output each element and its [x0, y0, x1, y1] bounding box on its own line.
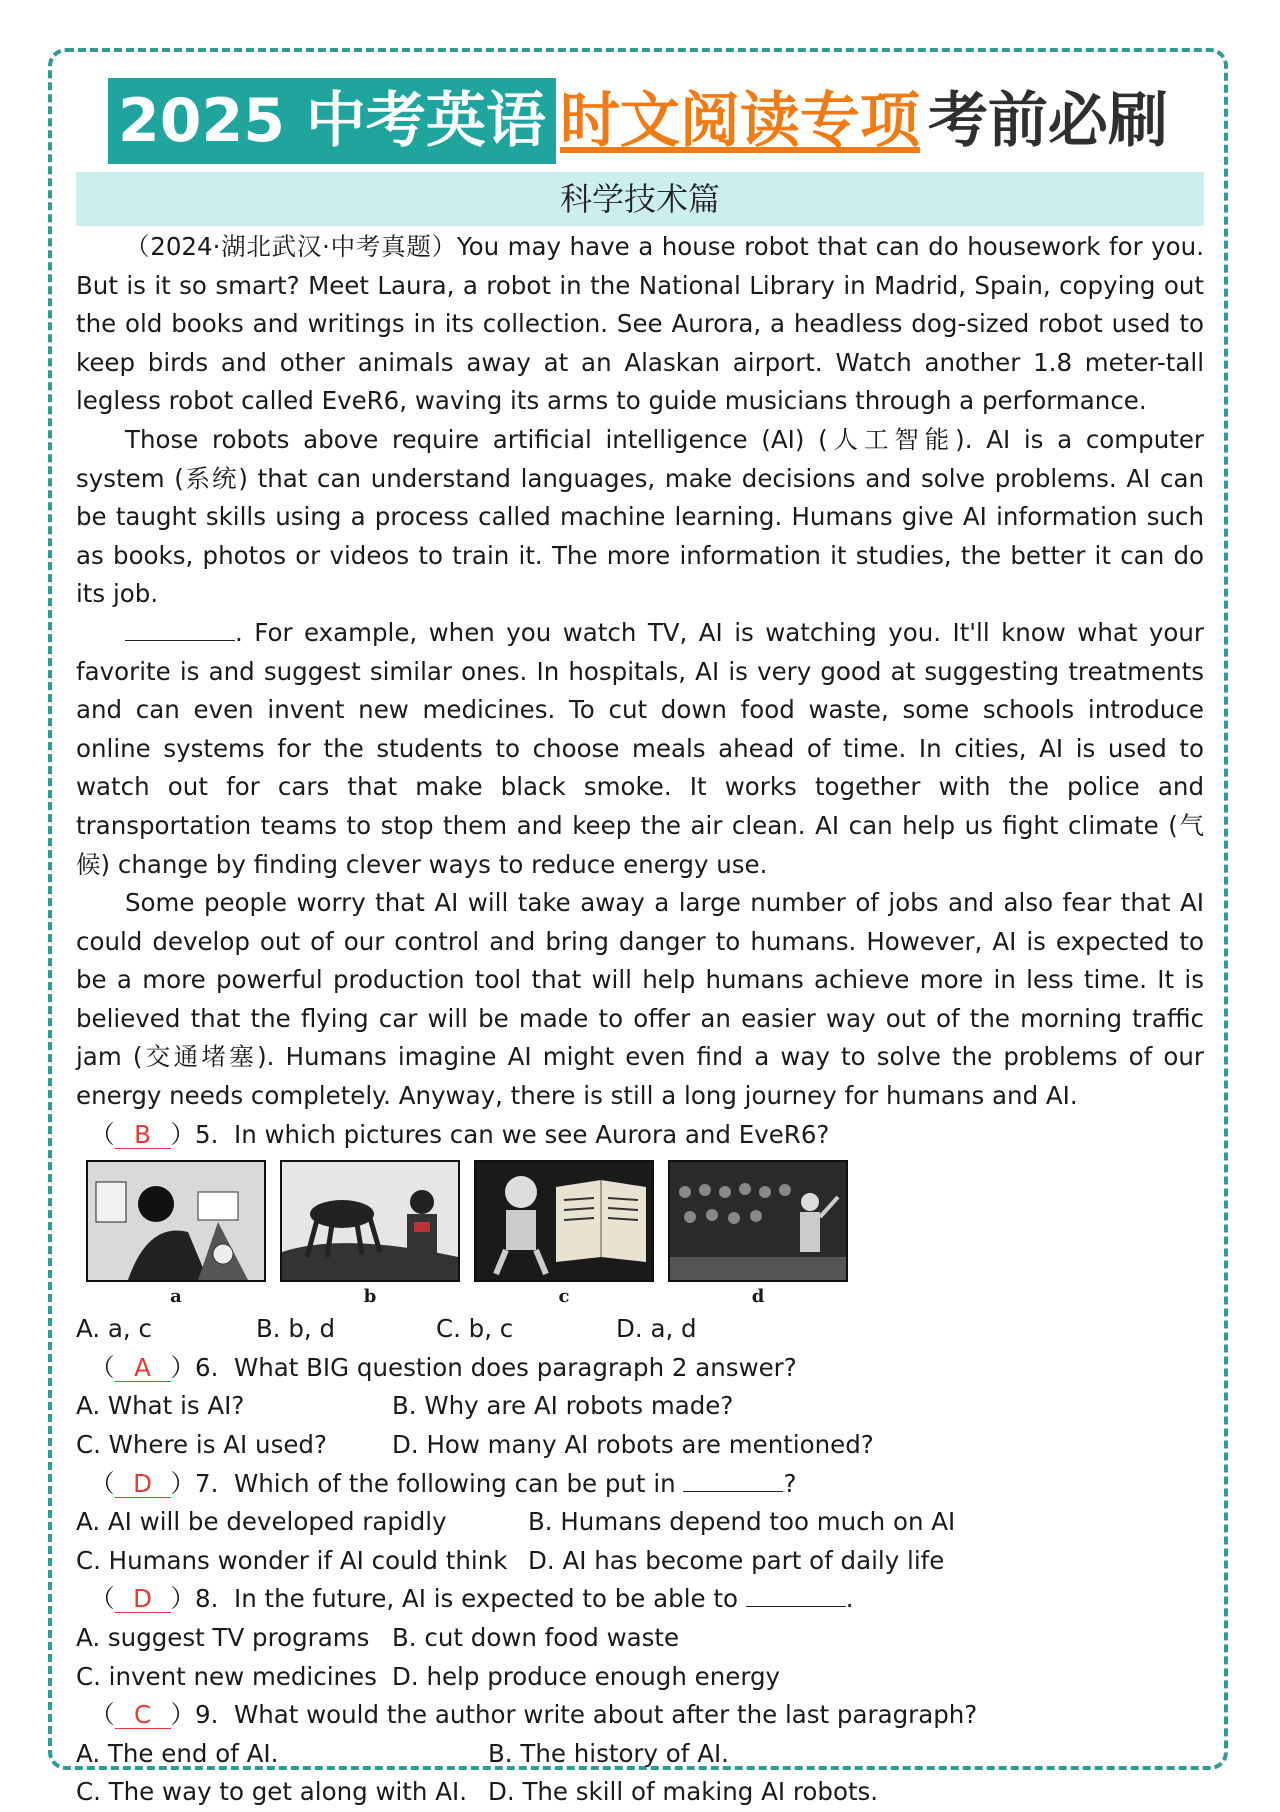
question-5-text: In which pictures can we see Aurora and EveR6? — [233, 1119, 830, 1149]
option-6a: A. What is AI? — [76, 1391, 245, 1421]
picture-c — [474, 1160, 654, 1310]
picture-a — [86, 1160, 266, 1310]
question-7-blank — [683, 1471, 783, 1492]
option-6b: B. Why are AI robots made? — [392, 1391, 734, 1421]
question-7-text: Which of the following can be put in — [233, 1468, 684, 1498]
question-5: （ B ）5. In which pictures can we see Aurora and EveR6? — [90, 1119, 830, 1149]
option-8b: B. cut down food waste — [392, 1623, 680, 1652]
question-9-text: What would the author write about after the last paragraph? — [233, 1700, 978, 1730]
option-7b: B. Humans depend too much on AI — [528, 1507, 956, 1537]
option-8d: D. help produce enough energy — [392, 1661, 781, 1691]
question-8-text: In the future, AI is expected to be able to — [233, 1584, 746, 1614]
option-5c: C. b, c — [436, 1314, 514, 1344]
picture-d — [668, 1160, 848, 1310]
answer-9: C — [115, 1702, 171, 1729]
option-9c: C. The way to get along with AI. — [76, 1777, 467, 1807]
question-6-options-row-1 — [76, 1387, 1204, 1426]
paragraph-3-text: . For example, when you watch TV, AI is watching you. It'll know what your favorite is and suggest similar ones. In hospitals, AI is very good at suggesting treatments and can even invent new medicines. To cut down food waste, some schools introduce online systems for the students to choose meals ahead of time. In cities, AI is used to watch out for cars that make black smoke. It works together with the police and transportation teams to stop them and keep the air clean. AI can help us fight climate (气候) change by finding clever ways to reduce energy use. — [76, 617, 1204, 879]
answer-blank — [125, 620, 235, 641]
answer-8: D — [115, 1586, 171, 1613]
picture-c-image — [474, 1160, 654, 1282]
option-7d: D. AI has become part of daily life — [528, 1545, 945, 1575]
paragraph-3 — [76, 614, 1204, 884]
picture-c-label: c — [558, 1286, 570, 1308]
page-title — [0, 78, 1280, 164]
question-9: （ C ）9. What would the author write about after the last paragraph? — [90, 1700, 978, 1730]
paragraph-4: Some people worry that AI will take away a large number of jobs and also fear that AI could develop out of our control and bring danger to humans. However, AI is expected to be a more powerful production tool that will help humans achieve more in less time. It is believed that the flying car will be made to offer an easier way out of the morning traffic jam (交通堵塞). Humans imagine AI might even find a way to solve the problems of our energy needs completely. Anyway, there is still a long journey for humans and AI. — [76, 888, 1204, 1111]
picture-b — [280, 1160, 460, 1310]
option-6d: D. How many AI robots are mentioned? — [392, 1430, 874, 1460]
paragraph-2: Those robots above require artificial intelligence (AI) (人工智能). AI is a computer system (系统) that can understand languages, make decisions and solve problems. AI can be taught skills using a process called machine learning. Humans give AI information such as books, photos or videos to train it. The more information it studies, the better it can do its job. — [76, 424, 1204, 609]
title-part-1: 2025 中考英语 — [108, 78, 556, 164]
paragraph-1: （2024·湖北武汉·中考真题）You may have a house robot that can do housework for you. But is it so smart? Meet Laura, a robot in the National Library in Madrid, Spain, copying out the old books and writings in its collection. See Aurora, a headless dog-sized robot used to keep birds and other animals away at an Alaskan airport. Watch another 1.8 meter-tall legless robot called EveR6, waving its arms to guide musicians through a performance. — [76, 232, 1204, 416]
question-8: （ D ）8. In the future, AI is expected to be able to . — [90, 1584, 854, 1614]
question-8-options-row-1 — [76, 1619, 1204, 1658]
question-7: （ D ）7. Which of the following can be put in ? — [90, 1468, 797, 1498]
reading-content — [76, 228, 1204, 1812]
option-6c: C. Where is AI used? — [76, 1430, 327, 1460]
option-7a: A. AI will be developed rapidly — [76, 1507, 447, 1537]
question-5-number: 5. — [195, 1119, 219, 1149]
option-9b: B. The history of AI. — [488, 1738, 729, 1768]
option-9d: D. The skill of making AI robots. — [488, 1777, 879, 1807]
picture-b-label: b — [363, 1286, 377, 1308]
option-5d: D. a, d — [616, 1314, 697, 1344]
title-part-3: 考前必刷 — [927, 86, 1168, 156]
picture-b-image — [280, 1160, 460, 1282]
question-6: （ A ）6. What BIG question does paragraph 2 answer? — [90, 1352, 797, 1382]
picture-d-label: d — [751, 1286, 765, 1308]
question-6-options-row-2 — [76, 1426, 1204, 1465]
option-7c: C. Humans wonder if AI could think — [76, 1545, 508, 1575]
question-9-options-row-1 — [76, 1735, 1204, 1774]
option-8a: A. suggest TV programs — [76, 1623, 370, 1652]
option-5a: A. a, c — [76, 1314, 152, 1344]
option-5b: B. b, d — [256, 1314, 336, 1344]
option-8c: C. invent new medicines — [76, 1661, 377, 1691]
question-7-text-end: ? — [783, 1468, 797, 1498]
question-8-number: 8. — [195, 1584, 219, 1614]
title-part-2: 时文阅读专项 — [559, 86, 920, 156]
answer-5: B — [115, 1122, 171, 1149]
picture-a-label: a — [170, 1286, 182, 1308]
question-7-options-row-1 — [76, 1503, 1204, 1542]
question-6-text: What BIG question does paragraph 2 answer? — [233, 1352, 797, 1382]
question-9-options-row-2 — [76, 1773, 1204, 1812]
picture-row — [86, 1160, 1204, 1310]
picture-a-image — [86, 1160, 266, 1282]
section-subtitle: 科学技术篇 — [76, 172, 1204, 226]
question-5-options — [76, 1310, 1204, 1349]
question-7-options-row-2 — [76, 1542, 1204, 1581]
picture-d-image — [668, 1160, 848, 1282]
question-7-number: 7. — [195, 1468, 219, 1498]
question-8-text-end: . — [845, 1584, 854, 1614]
answer-7: D — [115, 1471, 171, 1498]
question-8-blank — [746, 1586, 846, 1607]
question-9-number: 9. — [195, 1700, 219, 1730]
question-8-options-row-2 — [76, 1658, 1204, 1697]
option-9a: A. The end of AI. — [76, 1738, 279, 1768]
question-6-number: 6. — [195, 1352, 219, 1382]
answer-6: A — [115, 1355, 171, 1382]
